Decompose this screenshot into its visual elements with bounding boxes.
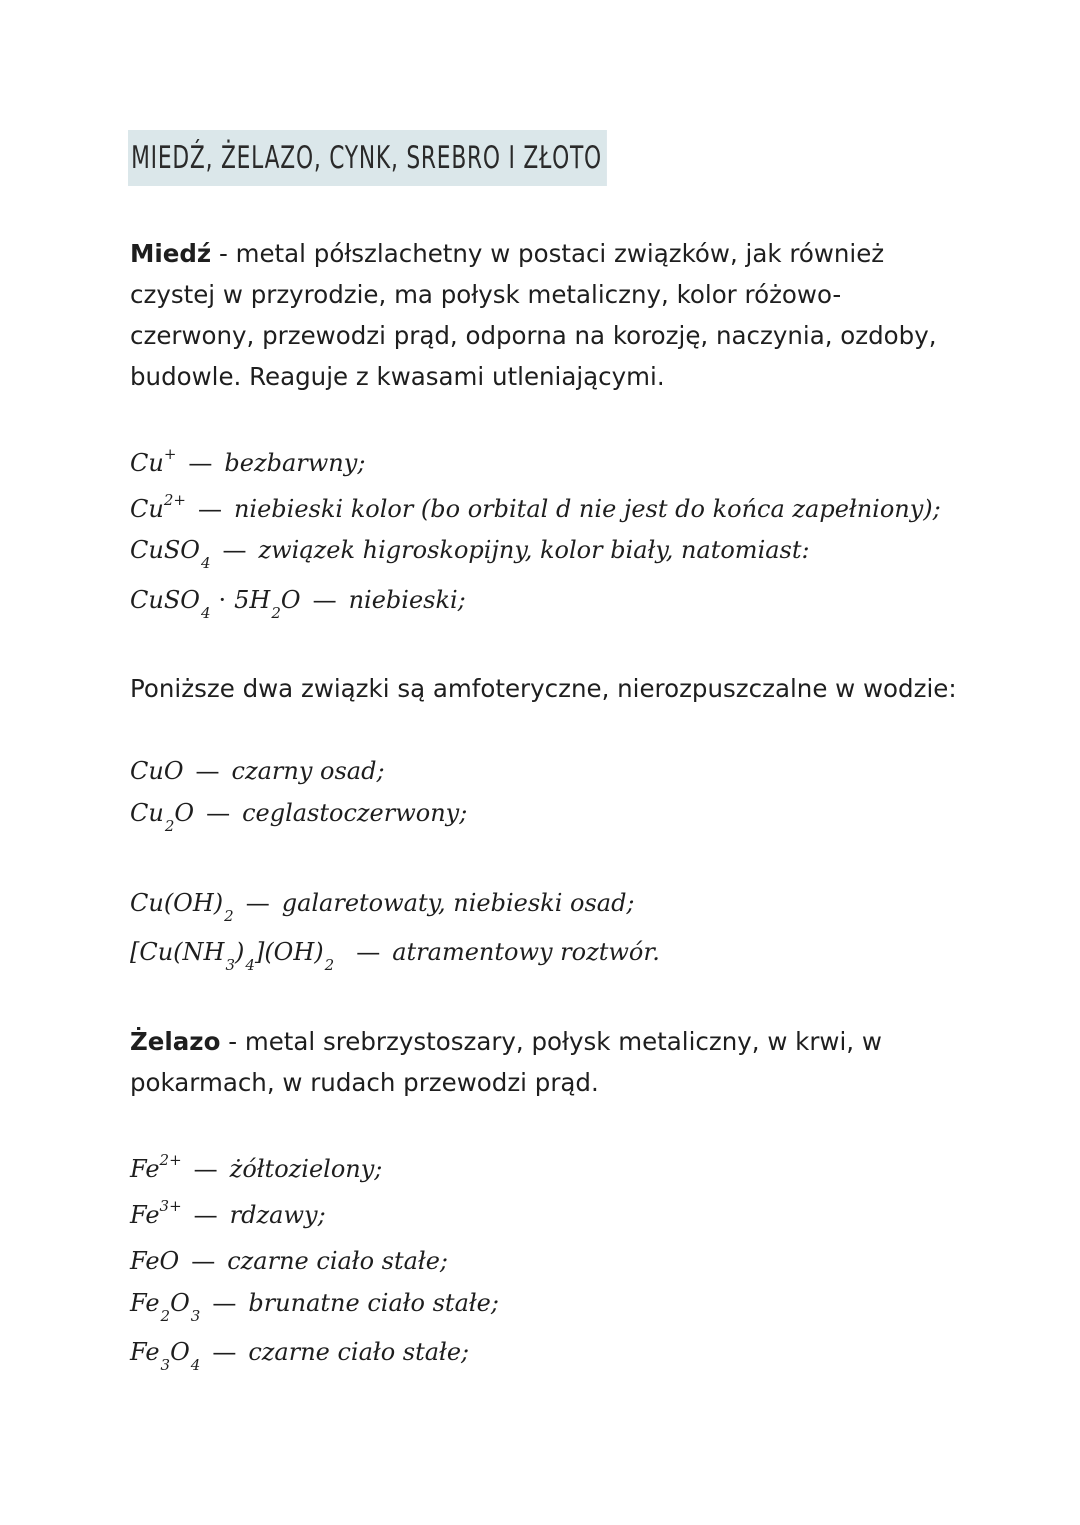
formula-cu-2plus: $Cu^{2+}$ — niebieski kolor (bo orbital d nie jest do końca zapełniony); [130,491,941,523]
amphoteric-note: Poniższe dwa związki są amfoteryczne, nierozpuszczalne w wodzie: [130,674,957,703]
formula-desc: ceglastoczerwony; [242,799,468,827]
copper-description: - metal półszlachetny w postaci związków, jak również czystej w przyrodzie, ma połysk metaliczny, kolor różowo-czerwony, przewodzi prąd, odporna na korozję, naczynia, ozdoby, budowle. Reaguje z kwasami utleniającymi. [130,239,937,391]
copper-term: Miedź [130,239,212,268]
formula-desc: czarne ciało stałe; [227,1247,448,1275]
formula-desc: bezbarwny; [224,449,366,477]
formula-cuso4-hydrate: CuSO$_4$ · $5H_2O$ — niebieski; [130,586,466,622]
formula-cu-oh2: $Cu(OH)_2$ — galaretowaty, niebieski osad; [130,889,635,925]
formula-desc: niebieski; [348,586,466,614]
page-title: MIEDŹ, ŻELAZO, CYNK, SREBRO I ZŁOTO [128,130,607,186]
formula-fe3o4: $Fe_3O_4$ — czarne ciało stałe; [130,1338,470,1374]
formula-fe-3plus: $Fe^{3+}$ — rdzawy; [130,1197,326,1229]
formula-cu-plus: Cu+ — bezbarwny; [130,445,366,477]
iron-paragraph [130,1021,960,1103]
formula-desc: czarny osad; [231,757,385,785]
formula-desc: galaretowaty, niebieski osad; [281,889,635,917]
iron-term: Żelazo [130,1027,221,1056]
formula-feo: FeO — czarne ciało stałe; [130,1247,448,1275]
formula-desc: związek higroskopijny, kolor biały, natomiast: [258,536,810,564]
formula-desc: atramentowy roztwór. [392,938,660,966]
formula-cuso4: CuSO$_4$ — związek higroskopijny, kolor biały, natomiast: [130,536,810,572]
copper-paragraph [130,233,960,397]
formula-desc: żółtozielony; [229,1155,383,1183]
formula-cuo: CuO — czarny osad; [130,757,385,785]
formula-desc: niebieski kolor (bo orbital d nie jest do końca zapełniony); [233,495,941,523]
formula-tetraammine: $[Cu(NH_3)_4](OH)_2$ — atramentowy roztwór. [130,938,660,974]
formula-desc: rdzawy; [229,1201,326,1229]
formula-fe-2plus: $Fe^{2+}$ — żółtozielony; [130,1151,383,1183]
formula-desc: czarne ciało stałe; [248,1338,470,1366]
formula-cu2o: $Cu_2O$ — ceglastoczerwony; [130,799,468,835]
formula-fe2o3: $Fe_2O_3$ — brunatne ciało stałe; [130,1289,499,1325]
formula-desc: brunatne ciało stałe; [248,1289,499,1317]
iron-description: - metal srebrzystoszary, połysk metaliczny, w krwi, w pokarmach, w rudach przewodzi prąd. [130,1027,882,1097]
